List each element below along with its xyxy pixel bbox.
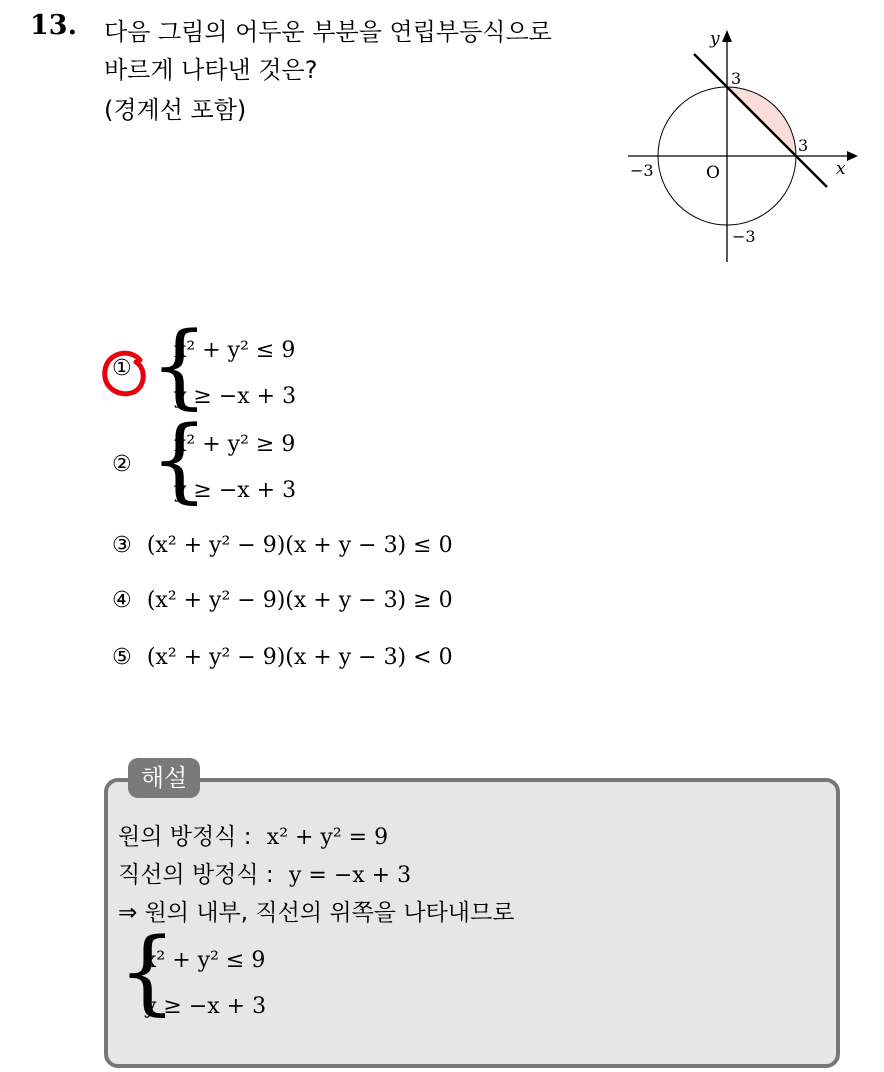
solution-system xyxy=(118,918,318,1030)
choice-marker: ③ xyxy=(112,533,132,558)
choice-3-text: (x² + y² − 9)(x + y − 3) ≤ 0 xyxy=(146,533,453,558)
choice-5-text: (x² + y² − 9)(x + y − 3) < 0 xyxy=(146,645,453,670)
y-axis-arrow xyxy=(722,30,732,42)
tick-x-neg: −3 xyxy=(630,161,654,180)
question-text-line-1: 다음 그림의 어두운 부분을 연립부등식으로 xyxy=(104,18,552,46)
choice-3[interactable] xyxy=(112,533,453,558)
choice-4[interactable] xyxy=(112,588,453,613)
y-axis-label: y xyxy=(710,29,720,49)
brace: { xyxy=(150,406,209,513)
solution-system-line-2: y ≥ −x + 3 xyxy=(144,994,267,1019)
brace: { xyxy=(118,918,177,1025)
solution-system-line-1: x² + y² ≤ 9 xyxy=(144,948,266,973)
choice-2-line-1: x² + y² ≥ 9 xyxy=(174,432,296,457)
choice-marker: ④ xyxy=(112,588,132,613)
solution-circle-row xyxy=(118,818,388,851)
x-axis-label: x xyxy=(836,159,846,179)
solution-line-row xyxy=(118,856,411,889)
solution-conclusion: ⇒ 원의 내부, 직선의 위쪽을 나타내므로 xyxy=(118,900,515,926)
tick-x-pos: 3 xyxy=(798,136,809,155)
choice-1-line-1: x² + y² ≤ 9 xyxy=(174,338,296,363)
tick-y-pos: 3 xyxy=(731,69,742,88)
tick-y-neg: −3 xyxy=(732,227,756,246)
choice-marker: ⑤ xyxy=(112,645,132,670)
choice-1[interactable] xyxy=(100,312,340,422)
circle-equation: x² + y² = 9 xyxy=(266,825,389,850)
line-equation: y = −x + 3 xyxy=(289,863,412,888)
origin-label: O xyxy=(706,163,720,183)
x-axis-arrow xyxy=(847,151,858,161)
solution-tag: 해설 xyxy=(128,758,200,798)
choice-1-line-2: y ≥ −x + 3 xyxy=(174,384,297,409)
choice-marker: ① xyxy=(112,356,132,381)
line-equation-label: 직선의 방정식 : xyxy=(118,862,274,888)
choice-5[interactable] xyxy=(112,645,453,670)
coordinate-figure xyxy=(600,20,870,270)
choice-marker: ② xyxy=(112,452,132,477)
choice-4-text: (x² + y² − 9)(x + y − 3) ≥ 0 xyxy=(146,588,453,613)
circle-equation-label: 원의 방정식 : xyxy=(118,824,252,850)
question-number: 13. xyxy=(30,10,77,41)
question-text-line-3: (경계선 포함) xyxy=(104,96,247,124)
brace: { xyxy=(150,312,209,419)
choice-2-line-2: y ≥ −x + 3 xyxy=(174,478,297,503)
choice-2[interactable] xyxy=(100,406,340,516)
question-text-line-2: 바르게 나타낸 것은? xyxy=(104,56,318,84)
